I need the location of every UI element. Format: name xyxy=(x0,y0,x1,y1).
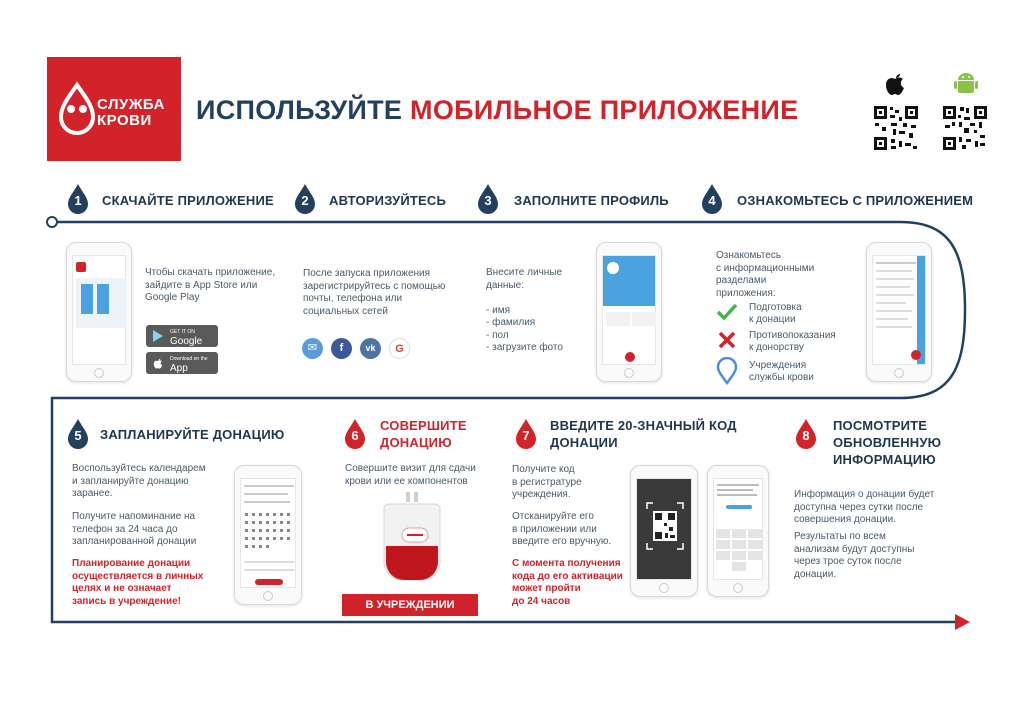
step-5-text-2: Получите напоминание на телефон за 24 часа до запланированной донации xyxy=(72,511,197,547)
step-6-title: СОВЕРШИТЕ ДОНАЦИЮ xyxy=(380,418,467,450)
google-play-icon xyxy=(151,329,165,343)
phone-mockup-code-entry xyxy=(707,465,769,597)
step-1-title: СКАЧАЙТЕ ПРИЛОЖЕНИЕ xyxy=(102,193,274,208)
drop-icon: 5 xyxy=(66,418,90,450)
step-7-title: ВВЕДИТЕ 20-ЗНАЧНЫЙ КОД ДОНАЦИИ xyxy=(550,418,737,450)
facebook-icon[interactable]: f xyxy=(331,338,352,359)
phone-mockup-profile xyxy=(596,242,662,382)
step-7-text-1: Получите код в регистратуре учреждения. xyxy=(512,464,582,500)
step-4-title: ОЗНАКОМЬТЕСЬ С ПРИЛОЖЕНИЕМ xyxy=(737,193,974,208)
step-1-text: Чтобы скачать приложение, зайдите в App Store или Google Play xyxy=(145,267,276,303)
location-pin-icon xyxy=(716,357,738,385)
phone-mockup-menu xyxy=(866,242,932,382)
info-item-contraindications[interactable]: Противопоказания к донорству xyxy=(749,330,836,353)
vk-icon[interactable]: vk xyxy=(360,338,381,359)
cross-icon xyxy=(718,331,736,349)
qr-scan-frame-icon xyxy=(637,479,693,581)
blood-bag-icon xyxy=(382,490,442,585)
page-title: ИСПОЛЬЗУЙТЕ МОБИЛЬНОЕ ПРИЛОЖЕНИЕ xyxy=(196,95,799,125)
phone-mockup-calendar xyxy=(234,465,302,605)
drop-icon: 1 xyxy=(66,183,90,215)
step-8-text-2: Результаты по всем анализам будут доступны через трое суток после донации. xyxy=(794,531,915,580)
step-5-text-1: Воспользуйтесь календарем и запланируйте донацию заранее. xyxy=(72,463,206,499)
phone-mockup-store xyxy=(66,242,132,382)
step-7-text-2: Отсканируйте его в приложении или введите его вручную. xyxy=(512,511,612,547)
step-3-text: Внесите личные данные: - имя - фамилия - пол - загрузите фото xyxy=(486,267,563,353)
drop-icon: 3 xyxy=(476,183,500,215)
google-icon[interactable]: G xyxy=(389,338,410,359)
mail-icon[interactable]: ✉ xyxy=(302,338,323,359)
drop-icon: 2 xyxy=(293,183,317,215)
step-7-warning: С момента получения кода до его активации может пройти до 24 часов xyxy=(512,558,623,607)
step-5-warning: Планирование донации осуществляется в личных целях и не означает запись в учреждение! xyxy=(72,558,204,607)
step-3-title: ЗАПОЛНИТЕ ПРОФИЛЬ xyxy=(514,193,669,208)
drop-icon: 6 xyxy=(343,418,367,450)
drop-icon: 8 xyxy=(794,418,818,450)
app-store-badge[interactable]: Download on the App Store xyxy=(146,352,218,374)
step-8-title: ПОСМОТРИТЕ ОБНОВЛЕННУЮ ИНФОРМАЦИЮ xyxy=(833,418,942,467)
step-2-text: После запуска приложения зарегистрируйтесь с помощью почты, телефона или социальных сетей xyxy=(303,268,446,317)
step-6-text: Совершите визит для сдачи крови или ее компонентов xyxy=(345,463,476,487)
phone-mockup-scanner xyxy=(630,465,698,597)
step-2-title: АВТОРИЗУЙТЕСЬ xyxy=(329,193,447,208)
google-play-badge[interactable]: GET IT ON Google xyxy=(146,325,218,347)
step-4-text: Ознакомьтесь с информационными разделами приложения: xyxy=(716,250,815,299)
logo-text: СЛУЖБА КРОВИ xyxy=(97,96,165,129)
info-item-institutions[interactable]: Учреждения службы крови xyxy=(749,360,814,383)
info-item-preparation[interactable]: Подготовка к донации xyxy=(749,302,802,325)
step-5-title: ЗАПЛАНИРУЙТЕ ДОНАЦИЮ xyxy=(100,427,285,442)
drop-icon: 7 xyxy=(514,418,538,450)
step-8-text-1: Информация о донации будет доступна через сутки после совершения донации. xyxy=(794,489,935,525)
check-icon xyxy=(716,303,738,321)
apple-small-icon xyxy=(151,356,165,370)
at-institution-button[interactable]: В УЧРЕЖДЕНИИ xyxy=(342,594,478,616)
drop-icon: 4 xyxy=(700,183,724,215)
